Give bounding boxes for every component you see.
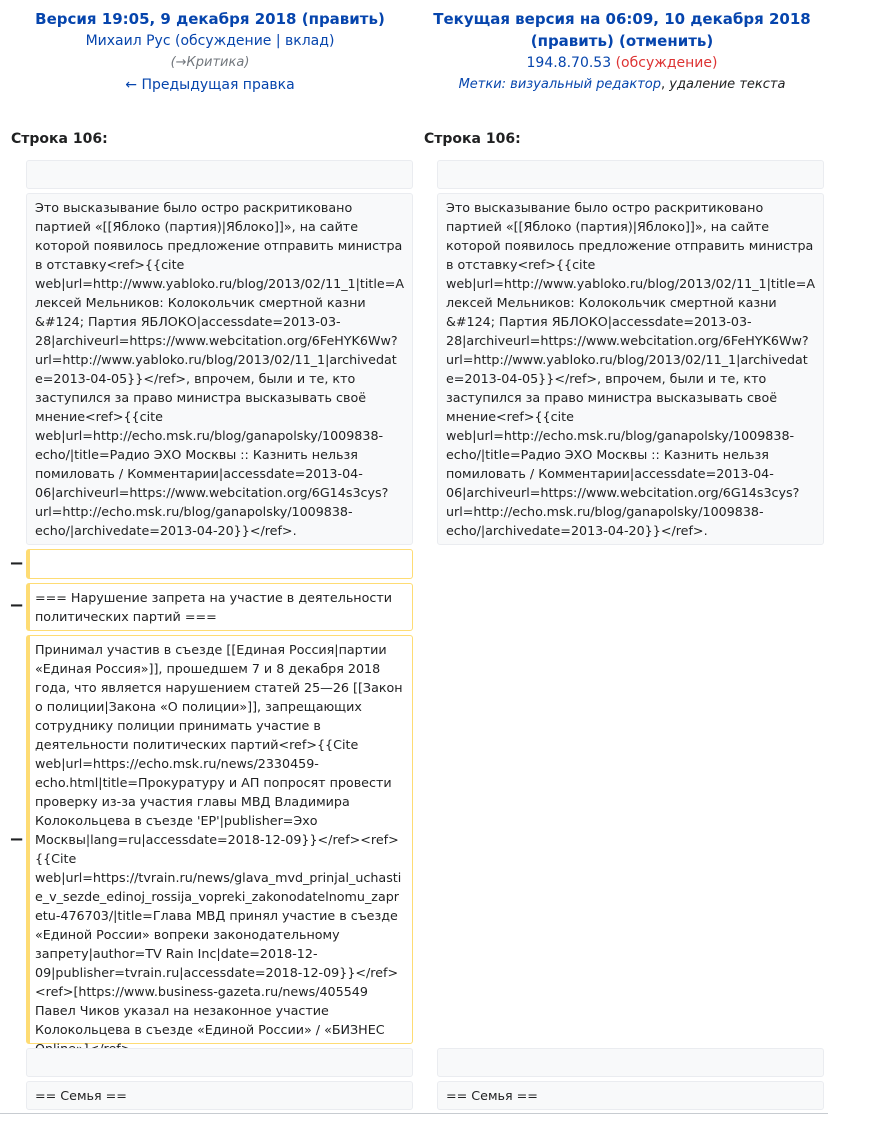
context-empty-line-left	[26, 160, 413, 189]
context-family-heading-right: == Семья ==	[437, 1081, 824, 1110]
context-empty-line-right	[437, 160, 824, 189]
paren: )	[328, 33, 335, 49]
tags-label-link[interactable]: Метки:	[458, 77, 507, 92]
current-revision-edit-link[interactable]: править	[537, 32, 607, 50]
paren: )	[377, 10, 385, 28]
deletion-marker: −	[9, 553, 25, 574]
old-revision-header	[0, 8, 420, 96]
context-empty-line-right	[437, 1048, 824, 1077]
deleted-empty-line	[26, 549, 413, 579]
separator: |	[271, 33, 286, 49]
current-revision-ip-link[interactable]: 194.8.70.53	[526, 55, 612, 71]
paren: (	[530, 32, 538, 50]
paren: )	[706, 32, 714, 50]
deletion-marker: −	[9, 595, 25, 616]
tags-line	[412, 74, 832, 96]
current-revision-title-link[interactable]: Текущая версия на 06:09, 10 декабря 2018	[433, 10, 811, 28]
old-revision-edit-link[interactable]: править	[308, 10, 378, 28]
tag-text-removal: удаление текста	[669, 77, 786, 92]
old-revision-title-link[interactable]: Версия 19:05, 9 декабря 2018	[35, 10, 297, 28]
old-revision-user-talk-link[interactable]: обсуждение	[180, 33, 272, 49]
deleted-paragraph-line: Принимал участив в съезде [[Единая Россия|партии «Единая Россия»]], прошедшем 7 и 8 декабря 2018 года, что является нарушением статей 25—26 [[Закон о полиции|Закона «О полиции»]], запрещающих сотруднику полиции принимать участие в деятельности политических партий<ref>{{Cite web|url=https://echo.msk.ru/news/2330459-echo.html|title=Прокуратуру и АП попросят провести проверку из-за участия главы МВД Владимира Колокольцева в съезде 'ЕР'|publisher=Эхо Москвы|lang=ru|accessdate=2018-12-09}}</ref><ref>{{Cite web|url=https://tvrain.ru/news/glava_mvd_prinjal_uchastie_v_sezde_edinoj_rossija_vopreki_zakonodatelnomu_zapretu-476703/|title=Глава МВД принял участие в съезде «Единой России» вопреки законодательному запрету|author=TV Rain Inc|date=2018-12-09|publisher=tvrain.ru|accessdate=2018-12-09}}</ref><ref>[https://www.business-gazeta.ru/news/405549 Павел Чиков указал на незаконное участие Колокольцева в съезде «Единой России» / «БИЗНЕС	[26, 635, 413, 1044]
context-family-heading-left: == Семья ==	[26, 1081, 413, 1110]
deleted-heading-line: === Нарушение запрета на участие в деятельности политических партий ===	[26, 583, 413, 631]
tag-separator: ,	[661, 77, 670, 92]
line-number-right: Строка 106:	[424, 131, 521, 147]
tag-visual-editor-link[interactable]: визуальный редактор	[510, 77, 662, 92]
ip-talk-link[interactable]: обсуждение	[621, 55, 712, 71]
context-paragraph-right: Это высказывание было остро раскритиковано партией «[[Яблоко (партия)|Яблоко]]», на сайте которой появилось предложение отправить министра в отставку<ref>{{cite web|url=http://www.yabloko.ru/blog/2013/02/11_1|title=Алексей Мельников: Колокольчик смертной казни &#124; Партия ЯБЛОКО|accessdate=2013-03-28|archiveurl=https://www.webcitation.org/6FeHYK6Ww?url=http://www.yabloko.ru/blog/2013/02/11_1|archivedate=2013-04-05}}</ref>, впрочем, были и те, кто заступился за право министра высказывать своё мнение<ref>{{cite web|url=http://echo.msk.ru/blog/ganapolsky/1009838-echo/|title=Радио ЭХО Москвы :: Казнить нельзя помиловать / Комментарии|accessdate=2013-04-06|archiveurl=https://www.webcitation.org/6G14s3cys?url=http://echo.msk.ru/blog/ganapolsky/1009838-echo/|archivedate=2013-04-20}}</ref>.	[437, 193, 824, 545]
paren: ) (	[606, 32, 626, 50]
page-bottom-divider	[0, 1113, 828, 1114]
deletion-marker: −	[9, 829, 25, 850]
line-number-left: Строка 106:	[11, 131, 108, 147]
old-revision-summary: (→Критика)	[170, 55, 250, 70]
undo-link[interactable]: отменить	[625, 32, 707, 50]
paren: (	[611, 55, 622, 71]
paren: )	[712, 55, 718, 71]
old-revision-user-link[interactable]: Михаил Рус	[85, 33, 171, 49]
previous-edit-link[interactable]: ← Предыдущая правка	[125, 77, 295, 93]
paren: (	[170, 33, 181, 49]
current-revision-header	[412, 8, 832, 96]
old-revision-user-contribs-link[interactable]: вклад	[285, 33, 329, 49]
context-paragraph-left: Это высказывание было остро раскритиковано партией «[[Яблоко (партия)|Яблоко]]», на сайте которой появилось предложение отправить министра в отставку<ref>{{cite web|url=http://www.yabloko.ru/blog/2013/02/11_1|title=Алексей Мельников: Колокольчик смертной казни &#124; Партия ЯБЛОКО|accessdate=2013-03-28|archiveurl=https://www.webcitation.org/6FeHYK6Ww?url=http://www.yabloko.ru/blog/2013/02/11_1|archivedate=2013-04-05}}</ref>, впрочем, были и те, кто заступился за право министра высказывать своё мнение<ref>{{cite web|url=http://echo.msk.ru/blog/ganapolsky/1009838-echo/|title=Радио ЭХО Москвы :: Казнить нельзя помиловать / Комментарии|accessdate=2013-04-06|archiveurl=https://www.webcitation.org/6G14s3cys?url=http://echo.msk.ru/blog/ganapolsky/1009838-echo/|archivedate=2013-04-20}}</ref>.	[26, 193, 413, 545]
context-empty-line-left	[26, 1048, 413, 1077]
paren: (	[301, 10, 309, 28]
